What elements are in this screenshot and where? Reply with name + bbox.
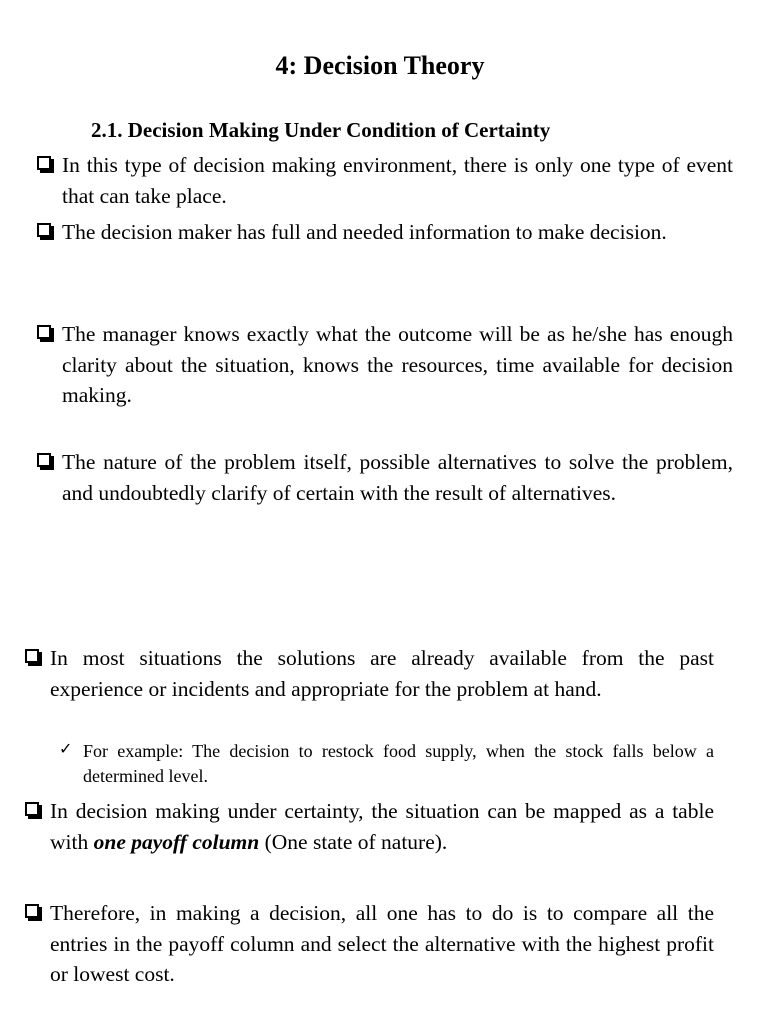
checkbox-square-icon [25,649,39,663]
bullet-text: In most situations the solutions are already available from the past experience or incidents and appropriate for the problem at hand. [50,646,714,701]
bullet-item [62,150,733,211]
bullet-text: In this type of decision making environment, there is only one type of event that can take place. [62,153,733,208]
bullet-text: The manager knows exactly what the outcome will be as he/she has enough clarity about the situation, knows the resources, time available for decision making. [62,322,733,407]
bullet-item [62,319,733,411]
bullet-text: The nature of the problem itself, possible alternatives to solve the problem, and undoubtedly clarify of certain with the result of alternatives. [62,450,733,505]
bullet-item [62,447,733,508]
sub-bullet-item [59,739,714,789]
example-text: For example: The decision to restock food supply, when the stock falls below a determined level. [83,741,714,786]
checkmark-icon: ✓ [59,739,73,758]
checkbox-square-icon [25,802,39,816]
bullet-text-after: (One state of nature). [259,829,448,854]
bullet-emphasis: one payoff column [93,829,260,854]
bullet-item [50,796,714,857]
bullet-text: Therefore, in making a decision, all one has to do is to compare all the entries in the payoff column and select the alternative with the highest profit or lowest cost. [50,901,714,986]
checkbox-square-icon [25,904,39,918]
page-title: 4: Decision Theory [275,51,485,80]
checkbox-square-icon [37,223,51,237]
checkbox-square-icon [37,156,51,170]
bullet-item [62,217,733,248]
bullet-item [50,643,714,704]
bullet-item [50,898,714,990]
bullet-text: The decision maker has full and needed information to make decision. [62,220,667,244]
bullet-text-before: In decision making under certainty, the situation can be mapped as a table with [50,799,714,854]
checkbox-square-icon [37,453,51,467]
section-heading: 2.1. Decision Making Under Condition of Certainty [91,118,551,142]
checkbox-square-icon [37,325,51,339]
